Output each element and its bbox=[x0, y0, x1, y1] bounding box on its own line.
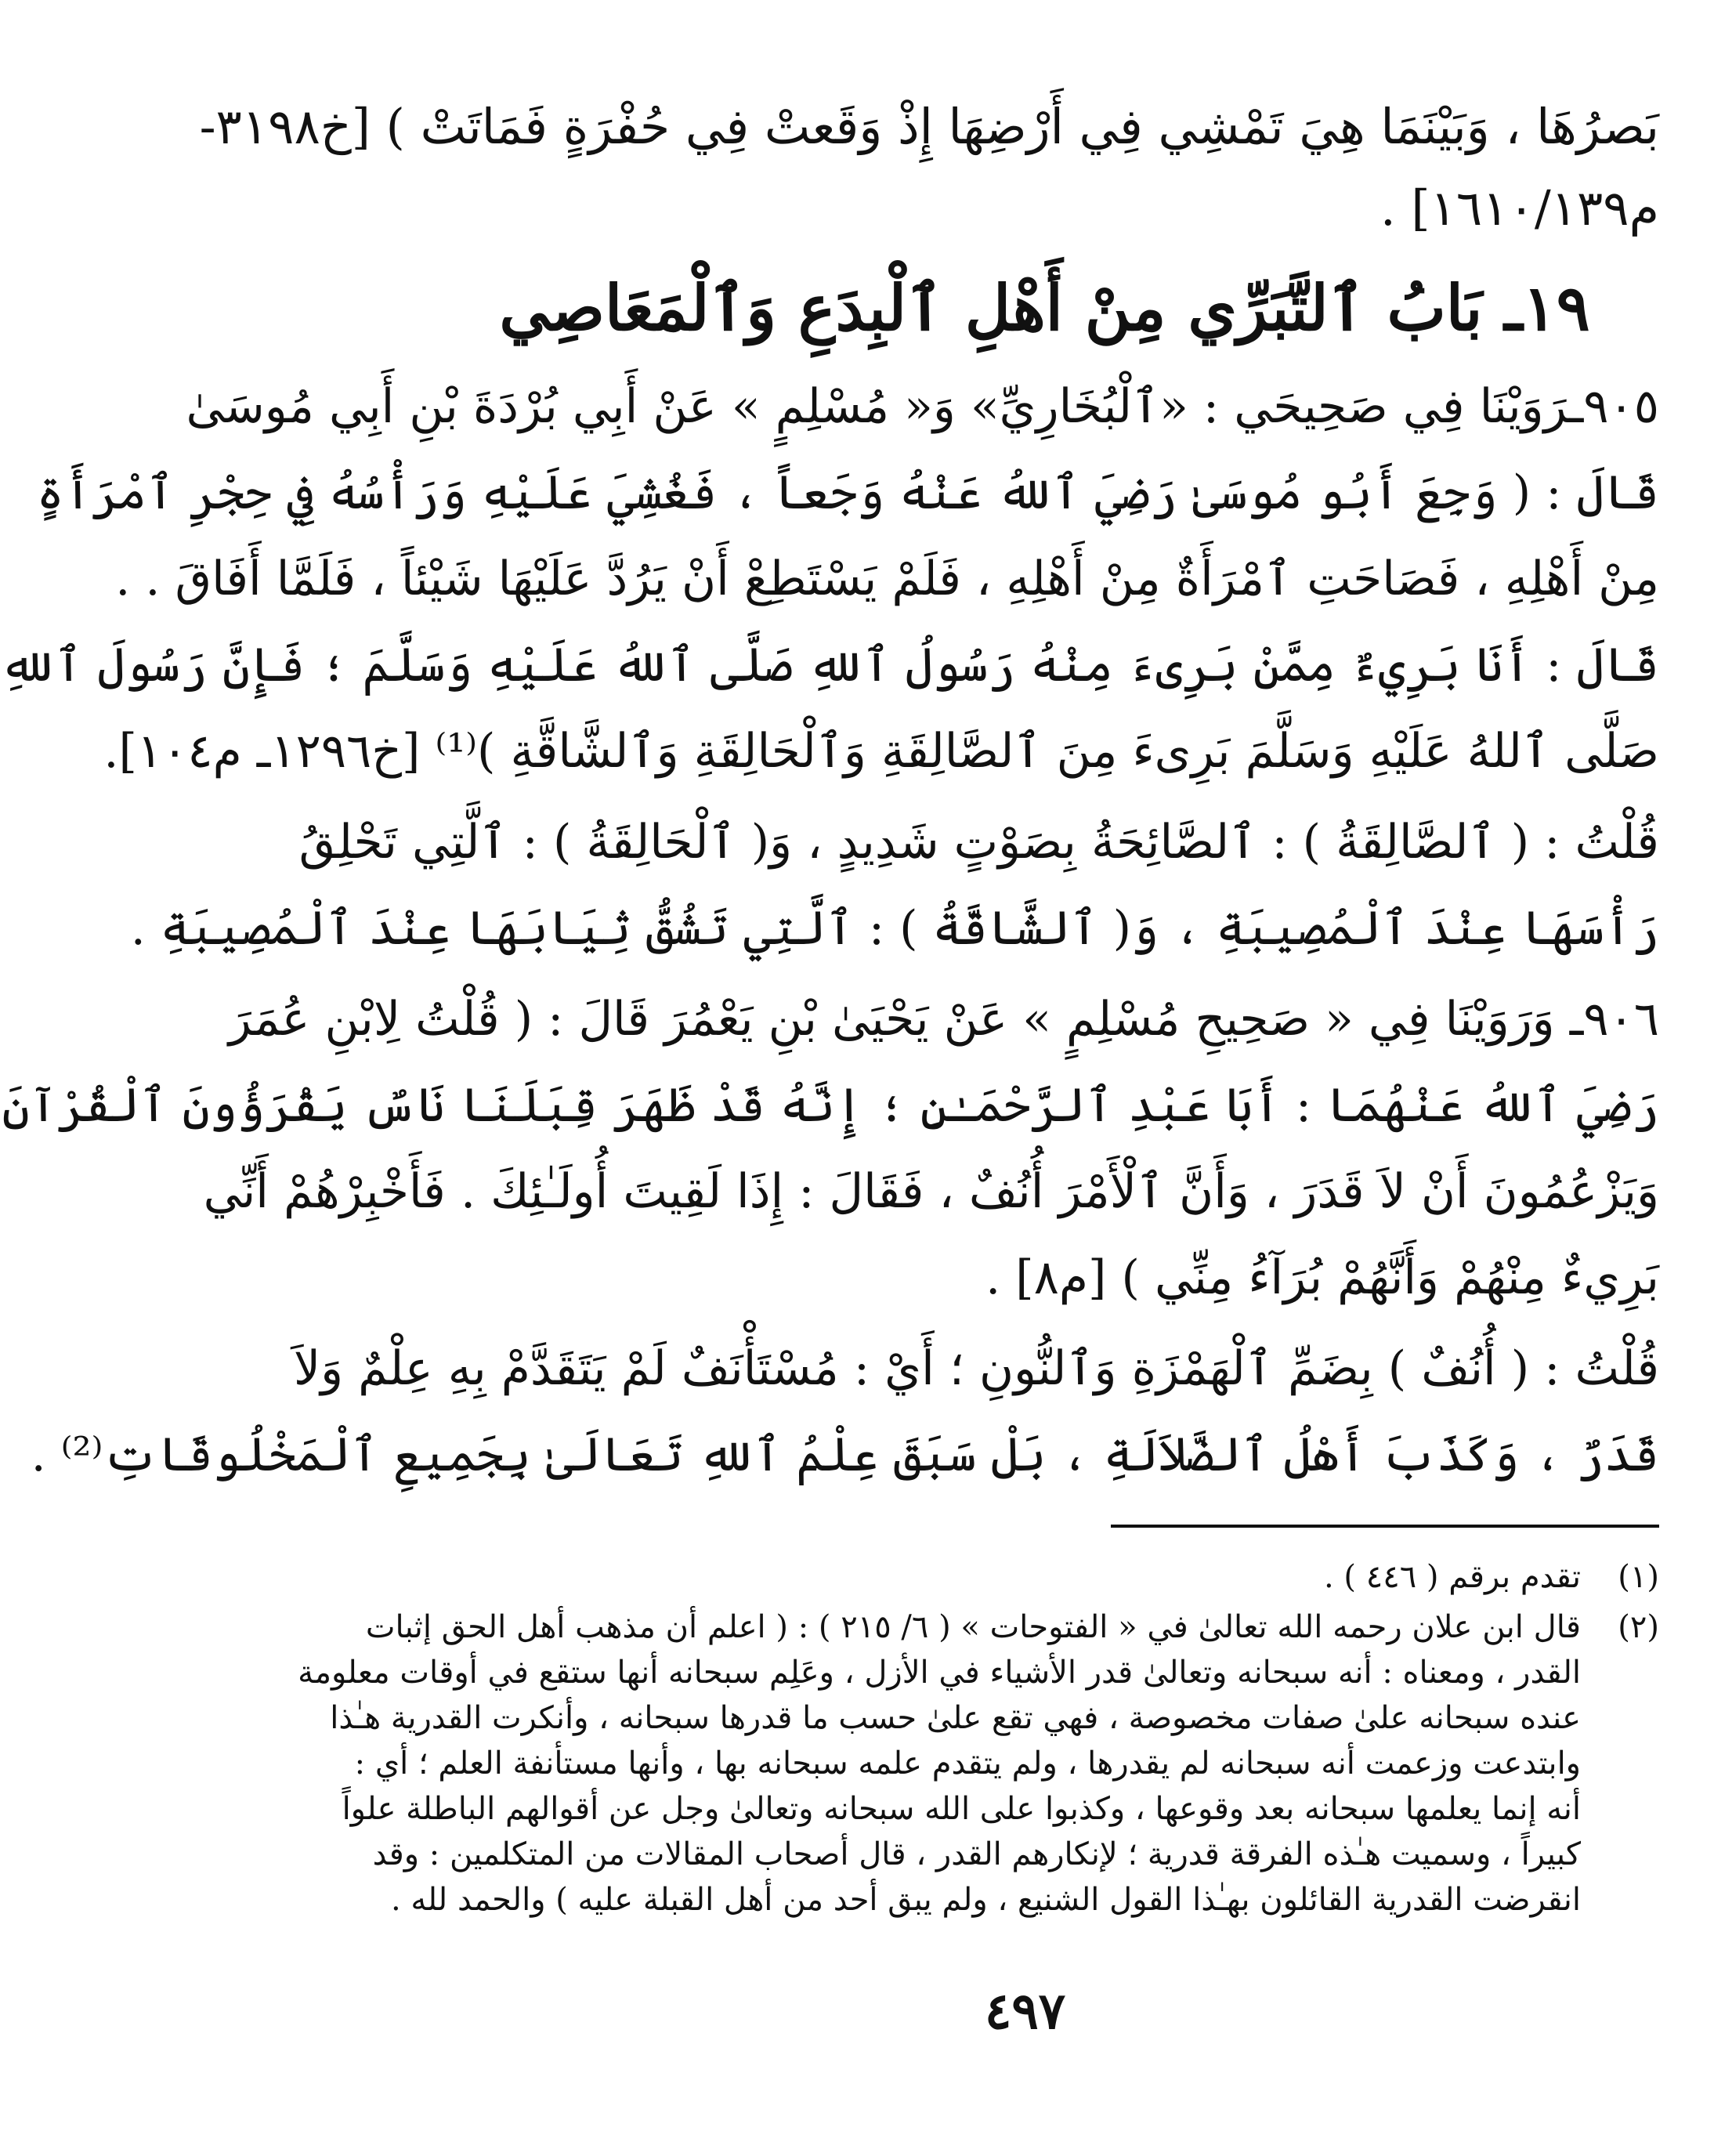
footnote-text bbox=[298, 1604, 1581, 1923]
text-line: بَرِيءٌ مِنْهُمْ وَأَنَّهُمْ بُرَآءُ مِنِّي ) [م٨] . bbox=[985, 1250, 1659, 1305]
footnote-number: (٢) bbox=[1618, 1609, 1659, 1645]
text-line: ٩٠٦ـ وَرَوَيْنَا فِي « صَحِيحِ مُسْلِمٍ » عَنْ يَحْيَىٰ بْنِ يَعْمُرَ قَالَ : ( قُلْتُ لِابْنِ عُمَرَ bbox=[228, 992, 1659, 1047]
footnote-line: انقرضت القدرية القائلون بهـٰذا القول الشنيع ، ولم يبق أحد من أهل القبلة عليه ) والحمد لله . bbox=[390, 1882, 1581, 1918]
text-line: قُلْتُ : ( أُنُفٌ ) بِضَمِّ ٱلْهَمْزَةِ وَٱلنُّونِ ؛ أَيْ : مُسْتَأْنَفٌ لَمْ يَتَقَدَّمْ بِهِ عِلْمٌ وَلاَ bbox=[293, 1341, 1659, 1396]
continuation-text bbox=[199, 86, 1659, 249]
chapter-heading: ١٩ـ بَابُ ٱلتَّبَرِّي مِنْ أَهْلِ ٱلْبِدَعِ وَٱلْمَعَاصِي bbox=[499, 271, 1590, 345]
footnote-line: وابتدعت وزعمت أنه سبحانه لم يقدرها ، ولم يتقدم علمه سبحانه بها ، وأنها مستأنفة العلم ؛ أي : bbox=[354, 1745, 1581, 1782]
text-line: ٩٠٥ـرَوَيْنَا فِي صَحِيحَي : «ٱلْبُخَارِيِّ» وَ« مُسْلِمٍ » عَنْ أَبِي بُرْدَةَ بْنِ أَبِي مُوسَىٰ bbox=[186, 379, 1659, 434]
footnote-number: (١) bbox=[1618, 1559, 1659, 1595]
page-body bbox=[0, 86, 1659, 1923]
text-line: م١٦١٠/١٣٩] . bbox=[1380, 179, 1659, 237]
text-line: وَيَزْعُمُونَ أَنْ لاَ قَدَرَ ، وَأَنَّ ٱلْأَمْرَ أُنُفٌ ، فَقَالَ : إِذَا لَقِيتَ أُولَـٰئِكَ . فَأَخْبِرْهُمْ أَنِّي bbox=[203, 1164, 1659, 1219]
page-number: ٤٩٧ bbox=[984, 1982, 1066, 2041]
commentary-906 bbox=[31, 1326, 1659, 1498]
text-line: صَلَّى ٱللهُ عَلَيْهِ وَسَلَّمَ بَرِىءَ مِنَ ٱلصَّالِقَةِ وَٱلْحَالِقَةِ وَٱلشَّاقَّةِ )⁽¹⁾ [خ١٢٩٦ـ م١٠٤]. bbox=[103, 724, 1659, 779]
footnote-1 bbox=[430, 1554, 1659, 1600]
text-line: رَضِيَ ٱللهُ عَنْهُمَا : أَبَا عَبْدِ ٱلرَّحْمَـٰنِ ؛ إِنَّهُ قَدْ ظَهَرَ قِبَلَنَا نَاسٌ يَقْرَؤُونَ ٱلْقُرْآنَ bbox=[2, 1078, 1659, 1133]
hadith-905 bbox=[0, 364, 1659, 794]
text-line: قَالَ : ( وَجِعَ أَبُو مُوسَىٰ رَضِيَ ٱللهُ عَنْهُ وَجَعاً ، فَغُشِيَ عَلَيْهِ وَرَأْسُهُ فِي حِجْرِ ٱمْرَأَةٍ bbox=[36, 465, 1659, 520]
footnote-line: أنه إنما يعلمها سبحانه بعد وقوعها ، وكذبوا على الله سبحانه وتعالىٰ وجل عن أقوالهم الباطلة علواً bbox=[342, 1791, 1581, 1827]
text-line: بَصرُهَا ، وَبَيْنَمَا هِيَ تَمْشِي فِي أَرْضِهَا إِذْ وَقَعتْ فِي حُفْرَةٍ فَمَاتَتْ ) [خ٣١٩٨- bbox=[199, 98, 1659, 155]
footnote-line: قال ابن علان رحمه الله تعالىٰ في « الفتوحات » ( ٦/ ٢١٥ ) : ( اعلم أن مذهب أهل الحق إثبات bbox=[365, 1609, 1581, 1645]
text-line: قَدَرٌ ، وَكَذَبَ أَهْلُ ٱلضَّلاَلَةِ ، بَلْ سَبَقَ عِلْمُ ٱللهِ تَعَالَىٰ بِجَمِيعِ ٱلْمَخْلُوقَاتِ⁽²⁾ . bbox=[31, 1427, 1659, 1482]
footnote-line: تقدم برقم ( ٤٤٦ ) . bbox=[1323, 1559, 1581, 1595]
footnote-line: كبيراً ، وسميت هـٰذه الفرقة قدرية ؛ لإنكارهم القدر ، قال أصحاب المقالات من المتكلمين : وقد bbox=[372, 1836, 1581, 1872]
footnote-line: عنده سبحانه علىٰ صفات مخصوصة ، فهي تقع علىٰ حسب ما قدرها سبحانه ، وأنكرت القدرية هـٰذا bbox=[330, 1700, 1581, 1736]
hadith-906 bbox=[2, 976, 1659, 1321]
text-line: قُلْتُ : ( ٱلصَّالِقَةُ ) : ٱلصَّائِحَةُ بِصَوْتٍ شَدِيدٍ ، وَ( ٱلْحَالِقَةُ ) : ٱلَّتِي تَحْلِقُ bbox=[298, 815, 1659, 870]
footnote-2 bbox=[298, 1604, 1659, 1923]
footnote-separator bbox=[1111, 1525, 1659, 1528]
text-line: رَأْسَهَا عِنْدَ ٱلْمُصِيبَةِ ، وَ( ٱلشَّاقَّةُ ) : ٱلَّتِي تَشُقُّ ثِيَابَهَا عِنْدَ ٱلْمُصِيبَةِ . bbox=[130, 901, 1659, 956]
footnote-text bbox=[430, 1554, 1581, 1600]
footnote-line: القدر ، ومعناه : أنه سبحانه وتعالىٰ قدر الأشياء في الأزل ، وعَلِم سبحانه أنها ستقع في أوقات معلومة bbox=[298, 1655, 1581, 1691]
text-line: مِنْ أَهْلِهِ ، فَصَاحَتِ ٱمْرَأَةٌ مِنْ أَهْلِهِ ، فَلَمْ يَسْتَطِعْ أَنْ يَرُدَّ عَلَيْهَا شَيْئاً ، فَلَمَّا أَفَاقَ . . bbox=[115, 552, 1659, 606]
text-line: قَالَ : أَنَا بَرِيءٌ مِمَّنْ بَرِىءَ مِنْهُ رَسُولُ ٱللهِ صَلَّى ٱللهُ عَلَيْهِ وَسَلَّمَ ؛ فَإِنَّ رَسُولَ ٱللهِ bbox=[0, 638, 1659, 693]
commentary-905 bbox=[130, 799, 1659, 971]
